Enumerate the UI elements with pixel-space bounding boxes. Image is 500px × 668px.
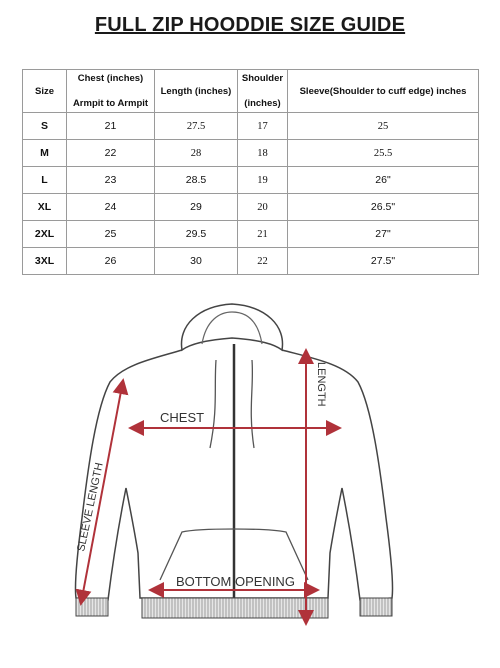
cell-chest: 25 [67,221,155,248]
cell-size: M [23,140,67,167]
table-row [23,248,479,275]
cell-length: 28 [155,140,238,167]
cell-sleeve: 26" [288,167,479,194]
cell-sleeve: 25.5 [288,140,479,167]
header-chest-line2: Armpit to Armpit [72,98,149,109]
cell-chest: 23 [67,167,155,194]
table-row [23,140,479,167]
cell-size: 2XL [23,221,67,248]
page-title: FULL ZIP HOODDIE SIZE GUIDE [94,14,406,36]
drawstring-right [251,360,254,448]
drawstring-left [210,360,216,448]
cell-sleeve: 25 [288,113,479,140]
chest-label: CHEST [160,410,205,425]
cell-chest: 24 [67,194,155,221]
left-cuff-ribbing [76,598,108,616]
bottom-opening-label: BOTTOM OPENING [176,574,295,589]
table-row [23,167,479,194]
right-cuff-ribbing [360,598,392,616]
length-label: LENGTH [315,362,327,407]
cell-shoulder: 19 [238,167,288,194]
cell-size: S [23,113,67,140]
cell-size: 3XL [23,248,67,275]
cell-sleeve: 27.5" [288,248,479,275]
cell-shoulder: 17 [238,113,288,140]
header-sleeve: Sleeve(Shoulder to cuff edge) inches [288,70,479,113]
table-row [23,194,479,221]
cell-shoulder: 18 [238,140,288,167]
header-shoulder [238,70,288,113]
table-row [23,113,479,140]
cell-shoulder: 20 [238,194,288,221]
cell-sleeve: 27" [288,221,479,248]
cell-chest: 21 [67,113,155,140]
cell-length: 27.5 [155,113,238,140]
waistband-ribbing [142,598,328,618]
header-size: Size [23,70,67,113]
table-header-row [23,70,479,113]
cell-sleeve: 26.5" [288,194,479,221]
cell-length: 28.5 [155,167,238,194]
cell-length: 30 [155,248,238,275]
size-chart-table [22,69,479,275]
cell-shoulder: 21 [238,221,288,248]
header-chest [67,70,155,113]
sleeve-length-label: SLEEVE LENGTH [75,461,106,553]
cell-size: L [23,167,67,194]
cell-length: 29.5 [155,221,238,248]
hood-outline [181,304,282,350]
hood-opening [202,312,262,344]
header-shoulder-line2: (inches) [244,98,281,109]
hoodie-diagram [60,298,440,638]
cell-chest: 26 [67,248,155,275]
table-row [23,221,479,248]
cell-shoulder: 22 [238,248,288,275]
header-length: Length (inches) [155,70,238,113]
header-chest-line1: Chest (inches) [77,73,144,84]
header-shoulder-line1: Shoulder [241,73,284,84]
cell-chest: 22 [67,140,155,167]
cell-length: 29 [155,194,238,221]
cell-size: XL [23,194,67,221]
